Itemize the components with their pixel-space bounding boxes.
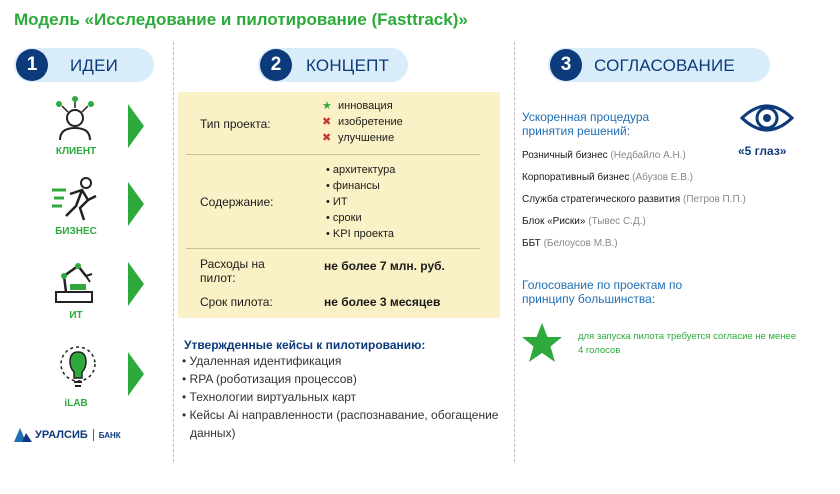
section-label-approval: СОГЛАСОВАНИЕ bbox=[594, 56, 735, 75]
content-item: ИТ bbox=[332, 196, 348, 208]
cross-icon: ✖ bbox=[322, 132, 332, 144]
approver-name: (Тывес С.Д.) bbox=[588, 216, 646, 227]
project-type-item: инновация bbox=[338, 100, 393, 112]
content-item: архитектура bbox=[332, 164, 396, 176]
section-number-2: 2 bbox=[260, 49, 292, 81]
eye-icon bbox=[740, 100, 794, 141]
idea-label-client: КЛИЕНТ bbox=[55, 146, 97, 157]
cost-label: Расходы на пилот: bbox=[200, 257, 265, 285]
eyes-label: «5 глаз» bbox=[738, 144, 787, 158]
idea-label-ilab: iLAB bbox=[64, 398, 88, 409]
content-list: • архитектура • финансы • ИТ • сроки • KPI проекта bbox=[326, 164, 396, 240]
arrow-icon bbox=[128, 104, 144, 148]
logo-mark-icon bbox=[14, 428, 32, 442]
approver-name: (Белоусов М.В.) bbox=[543, 238, 618, 249]
voting-text: Голосование по проектам по принципу большинства: bbox=[522, 278, 683, 306]
content-item: финансы bbox=[332, 180, 380, 192]
section-label-concept: КОНЦЕПТ bbox=[306, 56, 390, 75]
robot-arm-icon bbox=[50, 258, 100, 309]
project-type-list bbox=[322, 98, 403, 146]
cross-icon: ✖ bbox=[322, 116, 332, 128]
approver-name: (Петров П.П.) bbox=[683, 194, 746, 205]
term-label: Срок пилота: bbox=[200, 295, 273, 309]
approver-unit: Служба стратегического развития bbox=[522, 194, 681, 205]
approver-name: (Абузов Е.В.) bbox=[632, 172, 694, 183]
project-type-item: улучшение bbox=[338, 132, 395, 144]
arrow-icon bbox=[128, 262, 144, 306]
client-icon bbox=[50, 94, 100, 149]
content-label: Содержание: bbox=[200, 195, 274, 209]
column-divider bbox=[173, 42, 174, 462]
approver-unit: Розничный бизнес bbox=[522, 150, 608, 161]
case-item: RPA (роботизация процессов) bbox=[189, 372, 357, 386]
logo-suffix: БАНК bbox=[98, 430, 121, 440]
approver-unit: ББТ bbox=[522, 238, 541, 249]
case-item: Кейсы Ai направленности (распознавание, обогащение данных) bbox=[189, 408, 499, 440]
section-label-ideas: ИДЕИ bbox=[70, 56, 119, 75]
approvers-list bbox=[522, 150, 746, 260]
case-item: Технологии виртуальных карт bbox=[189, 390, 357, 404]
section-number-3: 3 bbox=[550, 49, 582, 81]
approver-name: (Недбайло А.Н.) bbox=[610, 150, 686, 161]
project-type-item: изобретение bbox=[338, 116, 403, 128]
section-number-1: 1 bbox=[16, 49, 48, 81]
star-icon: ★ bbox=[322, 100, 332, 112]
cost-value: не более 7 млн. руб. bbox=[324, 259, 445, 273]
page-title: Модель «Исследование и пилотирование (Fasttrack)» bbox=[14, 10, 468, 29]
row-divider bbox=[186, 248, 480, 249]
case-item: Удаленная идентификация bbox=[189, 354, 342, 368]
lightbulb-icon bbox=[56, 344, 100, 397]
procedure-text: Ускоренная процедура принятия решений: bbox=[522, 110, 650, 138]
arrow-icon bbox=[128, 182, 144, 226]
project-type-label: Тип проекта: bbox=[200, 117, 271, 131]
cases-title: Утвержденные кейсы к пилотированию: bbox=[184, 338, 426, 352]
approver-unit: Блок «Риски» bbox=[522, 216, 586, 227]
content-item: сроки bbox=[332, 212, 362, 224]
column-divider bbox=[514, 42, 515, 462]
term-value: не более 3 месяцев bbox=[324, 295, 441, 309]
idea-label-it: ИТ bbox=[69, 310, 83, 321]
bank-logo bbox=[14, 428, 121, 442]
row-divider bbox=[186, 154, 480, 155]
cases-list: • Удаленная идентификация • RPA (роботизация процессов) • Технологии виртуальных карт • Кейсы Ai направленности (распознавание, обогащение данных) bbox=[182, 354, 499, 440]
idea-label-business: БИЗНЕС bbox=[55, 226, 97, 237]
runner-icon bbox=[50, 176, 100, 227]
requirement-text: для запуска пилота требуется согласие не менее 4 голосов bbox=[578, 331, 797, 356]
logo-brand: УРАЛСИБ bbox=[35, 429, 88, 441]
arrow-icon bbox=[128, 352, 144, 396]
content-item: KPI проекта bbox=[332, 228, 394, 240]
star-icon bbox=[520, 322, 564, 369]
approver-unit: Корпоративный бизнес bbox=[522, 172, 630, 183]
